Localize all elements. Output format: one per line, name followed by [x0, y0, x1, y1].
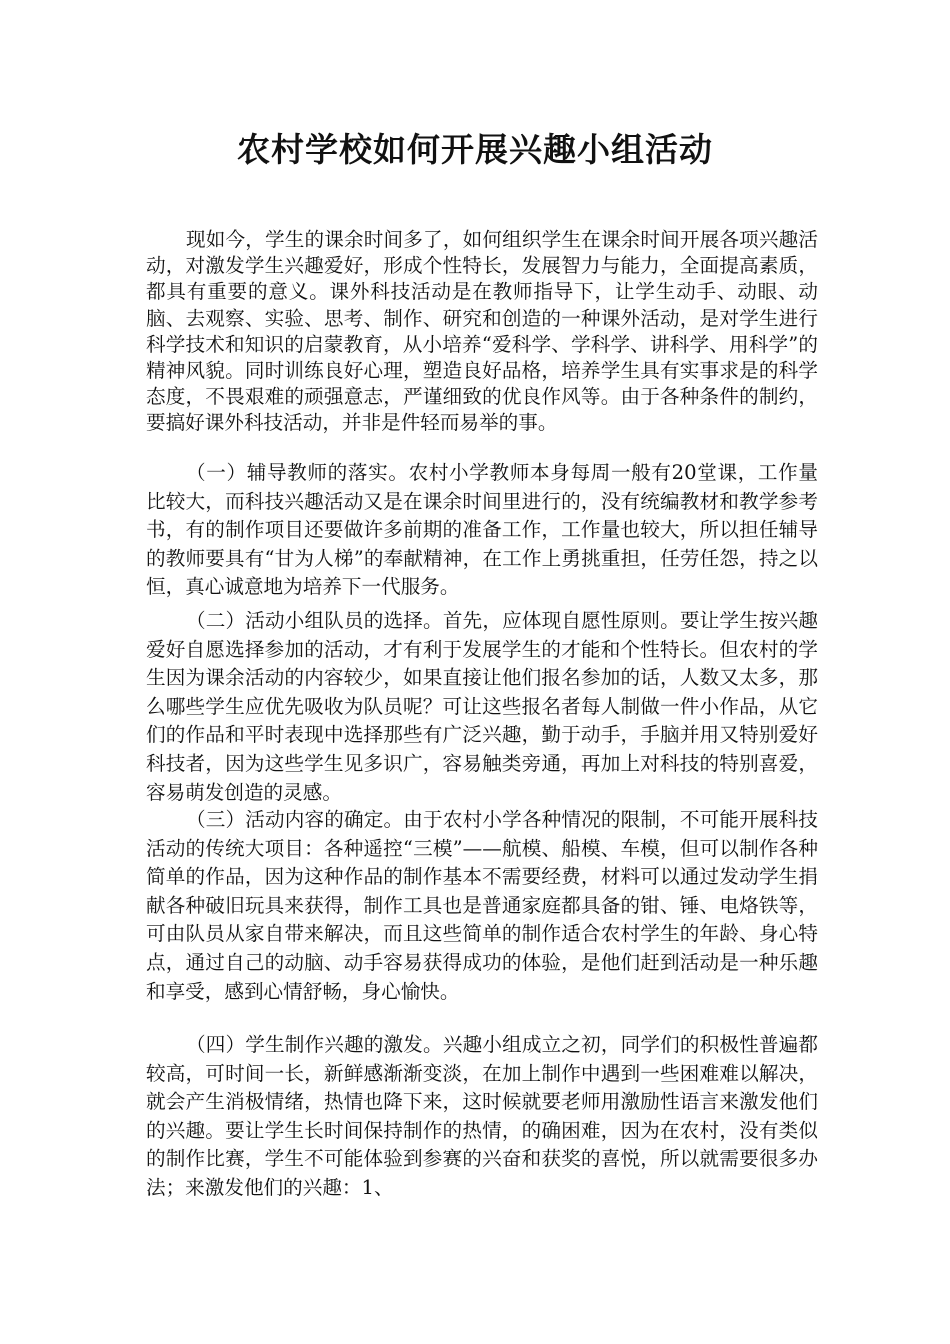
- paragraph-section-1: （一）辅导教师的落实。农村小学教师本身每周一般有20堂课，工作量比较大，而科技兴趣活动又是在课余时间里进行的，没有统编教材和教学参考书，有的制作项目还要做许多前期的准备工作，工作量也较大，所以担任辅导的教师要具有“甘为人梯”的奉献精神，在工作上勇挑重担，任劳任怨，持之以恒，真心诚意地为培养下一代服务。: [146, 461, 818, 599]
- document-title: 农村学校如何开展兴趣小组活动: [237, 130, 713, 169]
- paragraph-section-2: （二）活动小组队员的选择。首先，应体现自愿性原则。要让学生按兴趣爱好自愿选择参加的活动，才有利于发展学生的才能和个性特长。但农村的学生因为课余活动的内容较少，如果直接让他们报名参加的话，人数又太多，那么哪些学生应优先吸收为队员呢？可让这些报名者每人制做一件小作品，从它们的作品和平时表现中选择那些有广泛兴趣，勤于动手，手脑并用又特别爱好科技者，因为这些学生见多识广，容易触类旁通，再加上对科技的特别喜爱，容易萌发创造的灵感。: [146, 609, 818, 804]
- paragraph-section-3: （三）活动内容的确定。由于农村小学各种情况的限制，不可能开展科技活动的传统大项目：各种遥控“三模”——航模、船模、车模，但可以制作各种简单的作品，因为这种作品的制作基本不需要经费，材料可以通过发动学生捐献各种破旧玩具来获得，制作工具也是普通家庭都具备的钳、锤、电烙铁等，可由队员从家自带来解决，而且这些简单的制作适合农村学生的年龄、身心特点，通过自己的动脑、动手容易获得成功的体验，是他们赶到活动是一种乐趣和享受，感到心情舒畅，身心愉快。: [146, 808, 818, 1003]
- paragraph-section-4: （四）学生制作兴趣的激发。兴趣小组成立之初，同学们的积极性普遍都较高，可时间一长，新鲜感渐渐变淡，在加上制作中遇到一些困难难以解决，就会产生消极情绪，热情也降下来，这时候就要老师用激励性语言来激发他们的兴趣。要让学生长时间保持制作的热情，的确困难，因为在农村，没有类似的制作比赛，学生不可能体验到参赛的兴奋和获奖的喜悦，所以就需要很多办法；来激发他们的兴趣：1、: [146, 1033, 818, 1199]
- paragraph-intro: 现如今，学生的课余时间多了，如何组织学生在课余时间开展各项兴趣活动，对激发学生兴趣爱好，形成个性特长，发展智力与能力，全面提高素质，都具有重要的意义。课外科技活动是在教师指导下，让学生动手、动眼、动脑、去观察、实验、思考、制作、研究和创造的一种课外活动，是对学生进行科学技术和知识的启蒙教育，从小培养“爱科学、学科学、讲科学、用科学”的精神风貌。同时训练良好心理，塑造良好品格，培养学生具有实事求是的科学态度，不畏艰难的顽强意志，严谨细致的优良作风等。由于各种条件的制约，要搞好课外科技活动，并非是件轻而易举的事。: [146, 228, 818, 435]
